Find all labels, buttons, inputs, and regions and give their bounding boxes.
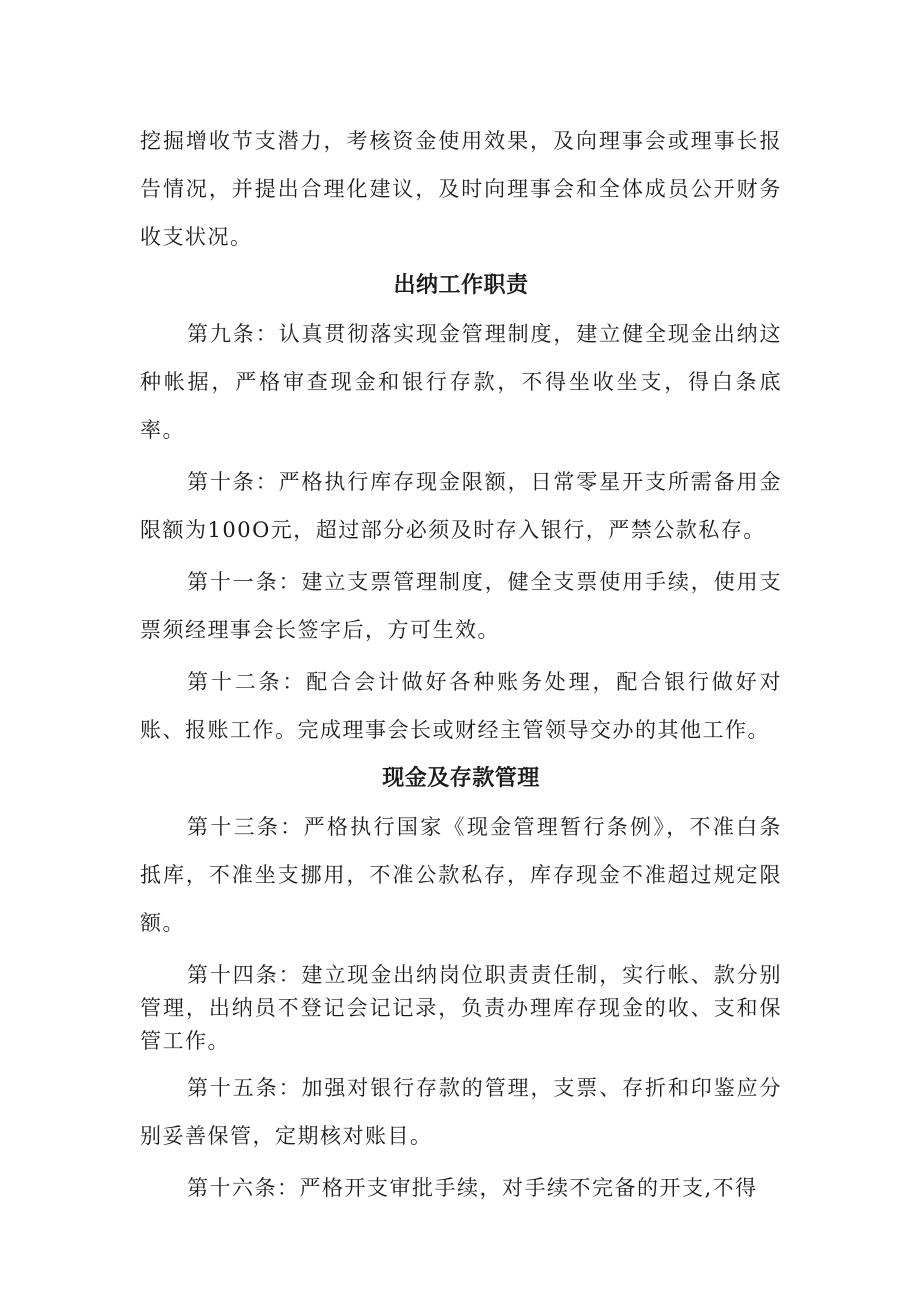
article-16: 第十六条：严格开支审批手续，对手续不完备的开支,不得 <box>187 1176 758 1200</box>
section-title-cashier-duties: 出纳工作职责 <box>393 273 529 298</box>
document-body <box>140 117 782 1212</box>
article-13: 第十三条：严格执行国家《现金管理暂行条例》，不准白条抵库，不准坐支挪用，不准公款私存，库存现金不准超过规定限额。 <box>140 815 782 935</box>
section-title-cash-deposit-management: 现金及存款管理 <box>382 766 540 791</box>
article-12: 第十二条：配合会计做好各种账务处理，配合银行做好对账、报账工作。完成理事会长或财经主管领导交办的其他工作。 <box>140 670 782 742</box>
article-10: 第十条：严格执行库存现金限额，日常零星开支所需备用金限额为100O元，超过部分必须及时存入银行，严禁公款私存。 <box>140 470 782 542</box>
paragraph-intro: 挖掘增收节支潜力，考核资金使用效果，及向理事会或理事长报告情况，并提出合理化建议，及时向理事会和全体成员公开财务收支状况。 <box>140 129 782 249</box>
article-14: 第十四条：建立现金出纳岗位职责责任制，实行帐、款分别管理，出纳员不登记会记记录，负责办理库存现金的收、支和保管工作。 <box>140 963 782 1053</box>
article-9: 第九条：认真贯彻落实现金管理制度，建立健全现金出纳这种帐据，严格审查现金和银行存款，不得坐收坐支，得白条底率。 <box>140 322 782 442</box>
article-15: 第十五条：加强对银行存款的管理，支票、存折和印鉴应分别妥善保管，定期核对账目。 <box>140 1076 782 1148</box>
article-11: 第十一条：建立支票管理制度，健全支票使用手续，使用支票须经理事会长签字后，方可生效。 <box>140 570 782 642</box>
